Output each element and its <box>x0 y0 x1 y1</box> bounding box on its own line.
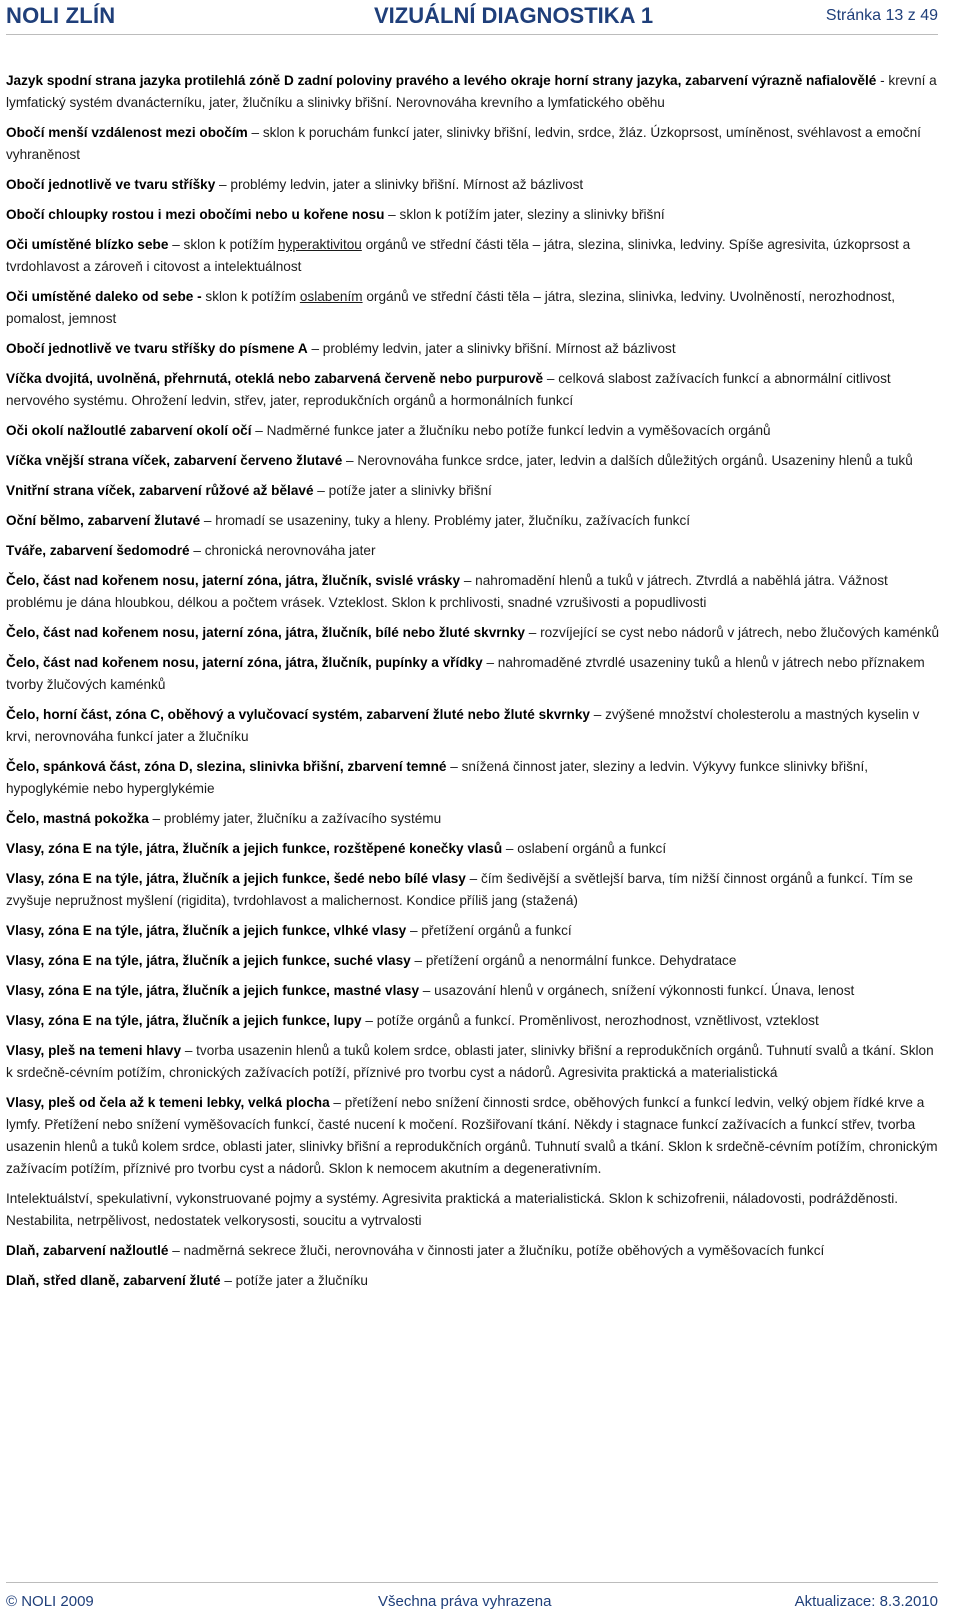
footer-rights: Všechna práva vyhrazena <box>378 1593 552 1610</box>
diagnosis-entry <box>6 570 942 614</box>
page-footer <box>6 1582 938 1614</box>
entry-term: Obočí menší vzdálenost mezi obočím <box>6 125 248 140</box>
entry-term: Víčka dvojitá, uvolněná, přehrnutá, oteklá nebo zabarvená červeně nebo purpurově <box>6 371 544 386</box>
entry-text: – problémy ledvin, jater a slinivky břišní. Mírnost až bázlivost <box>307 341 676 356</box>
entry-text: – přetížení nebo snížení činnosti srdce, oběhových funkcí a funkcí ledvin, velký objem řídké krve a lymfy. Přetížení nebo snížení vyměšovacích funkcí, časté nucení k močení. Rozšiřovaní tkání. Někdy i stagnace funkcí zažívacích a funkcí střev, tvorba usazenin hlenů a tuků kolem srdce, oblasti jater, slinivky břišní a reprodukčních orgánů. Tuhnutí svalů a tkání. Sklon k srdečně-cévním potížím, chronickým zažívacím potížím, příznivé pro tvorbu cyst a nádorů. Sklon k nemocem akutním a degenerativním. <box>6 1095 938 1176</box>
entry-text: – potíže jater a žlučníku <box>220 1273 368 1288</box>
diagnosis-entry <box>6 704 942 748</box>
entry-text: - krevní a lymfatický systém dvanácterníku, jater, žlučníku a slinivky břišní. Nerovnováha krevního a lymfatického oběhu <box>6 73 937 110</box>
entry-term: Jazyk spodní strana jazyka protilehlá zóně D zadní poloviny pravého a levého okraje horní strany jazyka, zabarvení výrazně nafialovělé <box>6 73 877 88</box>
entry-term: Dlaň, zabarvení nažloutlé <box>6 1243 169 1258</box>
diagnosis-entry <box>6 868 942 912</box>
entry-text: – sklon k potížím <box>168 237 278 252</box>
diagnosis-entry <box>6 234 942 278</box>
entry-text: – čím šedivější a světlejší barva, tím nižší činnost orgánů a funkcí. Tím se zvyšuje nepružnost myšlení (rigidita), tvrdohlavost a malichernost. Kondice příliš jang (stažená) <box>6 871 913 908</box>
entry-underlined: oslabením <box>299 289 363 304</box>
entry-text: sklon k potížím <box>201 289 300 304</box>
entry-term: Čelo, část nad kořenem nosu, jaterní zóna, játra, žlučník, svislé vrásky <box>6 573 461 588</box>
entry-term: Vlasy, zóna E na týle, játra, žlučník a jejich funkce, suché vlasy <box>6 953 411 968</box>
diagnosis-entry <box>6 450 942 472</box>
entry-text: – usazování hlenů v orgánech, snížení výkonnosti funkcí. Únava, lenost <box>419 983 855 998</box>
diagnosis-entry <box>6 652 942 696</box>
entry-text: – hromadí se usazeniny, tuky a hleny. Problémy jater, žlučníku, zažívacích funkcí <box>200 513 691 528</box>
entry-term: Čelo, část nad kořenem nosu, jaterní zóna, játra, žlučník, bílé nebo žluté skvrnky <box>6 625 525 640</box>
entry-term: Tváře, zabarvení šedomodré <box>6 543 190 558</box>
entry-text: – rozvíjející se cyst nebo nádorů v játrech, nebo žlučových kaménků <box>524 625 940 640</box>
entry-text: – přetížení orgánů a funkcí <box>406 923 572 938</box>
entry-term: Vnitřní strana víček, zabarvení růžové až bělavé <box>6 483 314 498</box>
diagnosis-entry <box>6 1092 942 1180</box>
entry-term: Čelo, mastná pokožka <box>6 811 149 826</box>
entry-term: Víčka vnější strana víček, zabarvení červeno žlutavé <box>6 453 343 468</box>
diagnosis-entry <box>6 1010 942 1032</box>
entry-term: Vlasy, pleš na temeni hlavy <box>6 1043 182 1058</box>
diagnosis-entry <box>6 1240 942 1262</box>
diagnosis-entry <box>6 510 942 532</box>
entry-text: – problémy jater, žlučníku a zažívacího systému <box>148 811 442 826</box>
page-header <box>6 0 938 35</box>
entry-term: Vlasy, zóna E na týle, játra, žlučník a jejich funkce, vlhké vlasy <box>6 923 407 938</box>
diagnosis-entry <box>6 368 942 412</box>
entry-term: Čelo, spánková část, zóna D, slezina, slinivka břišní, zbarvení temné <box>6 759 447 774</box>
entry-text-cont: orgánů ve střední části těla – játra, slezina, slinivka, ledviny. Uvolněností, nerozhodnost, pomalost, jemnost <box>6 289 896 326</box>
entry-text: – potíže jater a slinivky břišní <box>313 483 492 498</box>
diagnosis-entry <box>6 756 942 800</box>
diagnosis-entry <box>6 838 942 860</box>
entry-text: – zvýšené množství cholesterolu a mastných kyselin v krvi, nerovnováha funkcí jater a žlučníku <box>6 707 920 744</box>
diagnosis-entry <box>6 1040 942 1084</box>
entry-text: – celková slabost zažívacích funkcí a abnormální citlivost nervového systému. Ohrožení ledvin, střev, jater, reprodukčních orgánů a hormonálních funkcí <box>6 371 891 408</box>
diagnosis-entry <box>6 70 942 114</box>
diagnosis-entry <box>6 1270 942 1292</box>
diagnosis-entry <box>6 540 942 562</box>
diagnosis-entry <box>6 808 942 830</box>
diagnosis-entry <box>6 122 942 166</box>
entry-text: – Nadměrné funkce jater a žlučníku nebo potíže funkcí ledvin a vyměšovacích orgánů <box>251 423 771 438</box>
entry-text: – problémy ledvin, jater a slinivky břišní. Mírnost až bázlivost <box>215 177 584 192</box>
diagnosis-entry <box>6 338 942 360</box>
entry-text: – Nerovnováha funkce srdce, jater, ledvin a dalších důležitých orgánů. Usazeniny hlenů a tuků <box>342 453 913 468</box>
diagnosis-entry <box>6 174 942 196</box>
footer-copyright: © NOLI 2009 <box>6 1593 94 1610</box>
entry-text: – nadměrná sekrece žluči, nerovnováha v činnosti jater a žlučníku, potíže oběhových a vyměšovacích funkcí <box>168 1243 825 1258</box>
entry-term: Čelo, horní část, zóna C, oběhový a vylučovací systém, zabarvení žluté nebo žluté skvrnky <box>6 707 590 722</box>
entry-term: Čelo, část nad kořenem nosu, jaterní zóna, játra, žlučník, pupínky a vřídky <box>6 655 483 670</box>
entry-term: Obočí chloupky rostou i mezi obočími nebo u kořene nosu <box>6 207 385 222</box>
entry-text: – potíže orgánů a funkcí. Proměnlivost, nerozhodnost, vznětlivost, vzteklost <box>361 1013 819 1028</box>
entry-term: Oči okolí nažloutlé zabarvení okolí očí <box>6 423 252 438</box>
diagnosis-entry <box>6 920 942 942</box>
diagnosis-entry <box>6 1188 942 1232</box>
entry-text: – nahromaděné ztvrdlé usazeniny tuků a hlenů v játrech nebo příznakem tvorby žlučových kaménků <box>6 655 925 692</box>
entry-text: – tvorba usazenin hlenů a tuků kolem srdce, oblasti jater, slinivky břišní a reprodukčních orgánů. Tuhnutí svalů a tkání. Sklon k srdečně-cévním potížím, chronických zažívacích potíží, příznivé pro tvorbu cyst a nádorů. Agresivita praktická a materialistická <box>6 1043 934 1080</box>
entry-text: – sklon k potížím jater, sleziny a slinivky břišní <box>384 207 665 222</box>
diagnosis-entry <box>6 622 942 644</box>
entry-underlined: hyperaktivitou <box>277 237 362 252</box>
page-number: Stránka 13 z 49 <box>825 7 938 24</box>
entry-text: – sklon k poruchám funkcí jater, slinivky břišní, ledvin, srdce, žláz. Úzkoprsost, umíněnost, svéhlavost a emoční vyhraněnost <box>6 125 921 162</box>
entry-text: Intelektuálství, spekulativní, vykonstruované pojmy a systémy. Agresivita praktická a materialistická. Sklon k schizofrenii, náladovosti, podrážděnosti. Nestabilita, netrpělivost, nedostatek velkorysosti, soucitu a vytrvalosti <box>6 1191 899 1228</box>
entry-term: Vlasy, zóna E na týle, játra, žlučník a jejich funkce, mastné vlasy <box>6 983 420 998</box>
entry-term: Dlaň, střed dlaně, zabarvení žluté <box>6 1273 221 1288</box>
diagnosis-entry <box>6 980 942 1002</box>
entry-term: Obočí jednotlivě ve tvaru stříšky do písmene A <box>6 341 308 356</box>
document-title: VIZUÁLNÍ DIAGNOSTIKA 1 <box>374 3 654 28</box>
entry-term: Obočí jednotlivě ve tvaru stříšky <box>6 177 216 192</box>
entry-text: – přetížení orgánů a nenormální funkce. Dehydratace <box>410 953 737 968</box>
diagnosis-entry <box>6 950 942 972</box>
entry-term: Vlasy, zóna E na týle, játra, žlučník a jejich funkce, šedé nebo bílé vlasy <box>6 871 466 886</box>
entry-term: Oční bělmo, zabarvení žlutavé <box>6 513 201 528</box>
entry-text: – chronická nerovnováha jater <box>189 543 376 558</box>
diagnosis-entry <box>6 204 942 226</box>
brand-name: NOLI ZLÍN <box>6 3 116 28</box>
diagnosis-entry <box>6 480 942 502</box>
entry-term: Oči umístěné blízko sebe <box>6 237 169 252</box>
entry-text: – nahromadění hlenů a tuků v játrech. Ztvrdlá a naběhlá játra. Vážnost problému je dána hloubkou, délkou a počtem vrásek. Vzteklost. Sklon k prchlivosti, snadné vzrušivosti a popudlivosti <box>6 573 888 610</box>
diagnosis-entry <box>6 420 942 442</box>
entry-text: – oslabení orgánů a funkcí <box>502 841 667 856</box>
entry-term: Vlasy, zóna E na týle, játra, žlučník a jejich funkce, lupy <box>6 1013 362 1028</box>
footer-updated: Aktualizace: 8.3.2010 <box>794 1593 938 1610</box>
entry-term: Vlasy, zóna E na týle, játra, žlučník a jejich funkce, rozštěpené konečky vlasů <box>6 841 503 856</box>
entry-text-cont: orgánů ve střední části těla – játra, slezina, slinivka, ledviny. Spíše agresivita, úzkoprsost a tvrdohlavost a zároveň i citovost a intelektuálnost <box>6 237 911 274</box>
entry-term: Oči umístěné daleko od sebe - <box>6 289 202 304</box>
diagnosis-entry <box>6 286 942 330</box>
entry-text: – snížená činnost jater, sleziny a ledvin. Výkyvy funkce slinivky břišní, hypoglykémie nebo hyperglykémie <box>6 759 869 796</box>
document-body <box>6 70 942 1300</box>
entry-term: Vlasy, pleš od čela až k temeni lebky, velká plocha <box>6 1095 330 1110</box>
